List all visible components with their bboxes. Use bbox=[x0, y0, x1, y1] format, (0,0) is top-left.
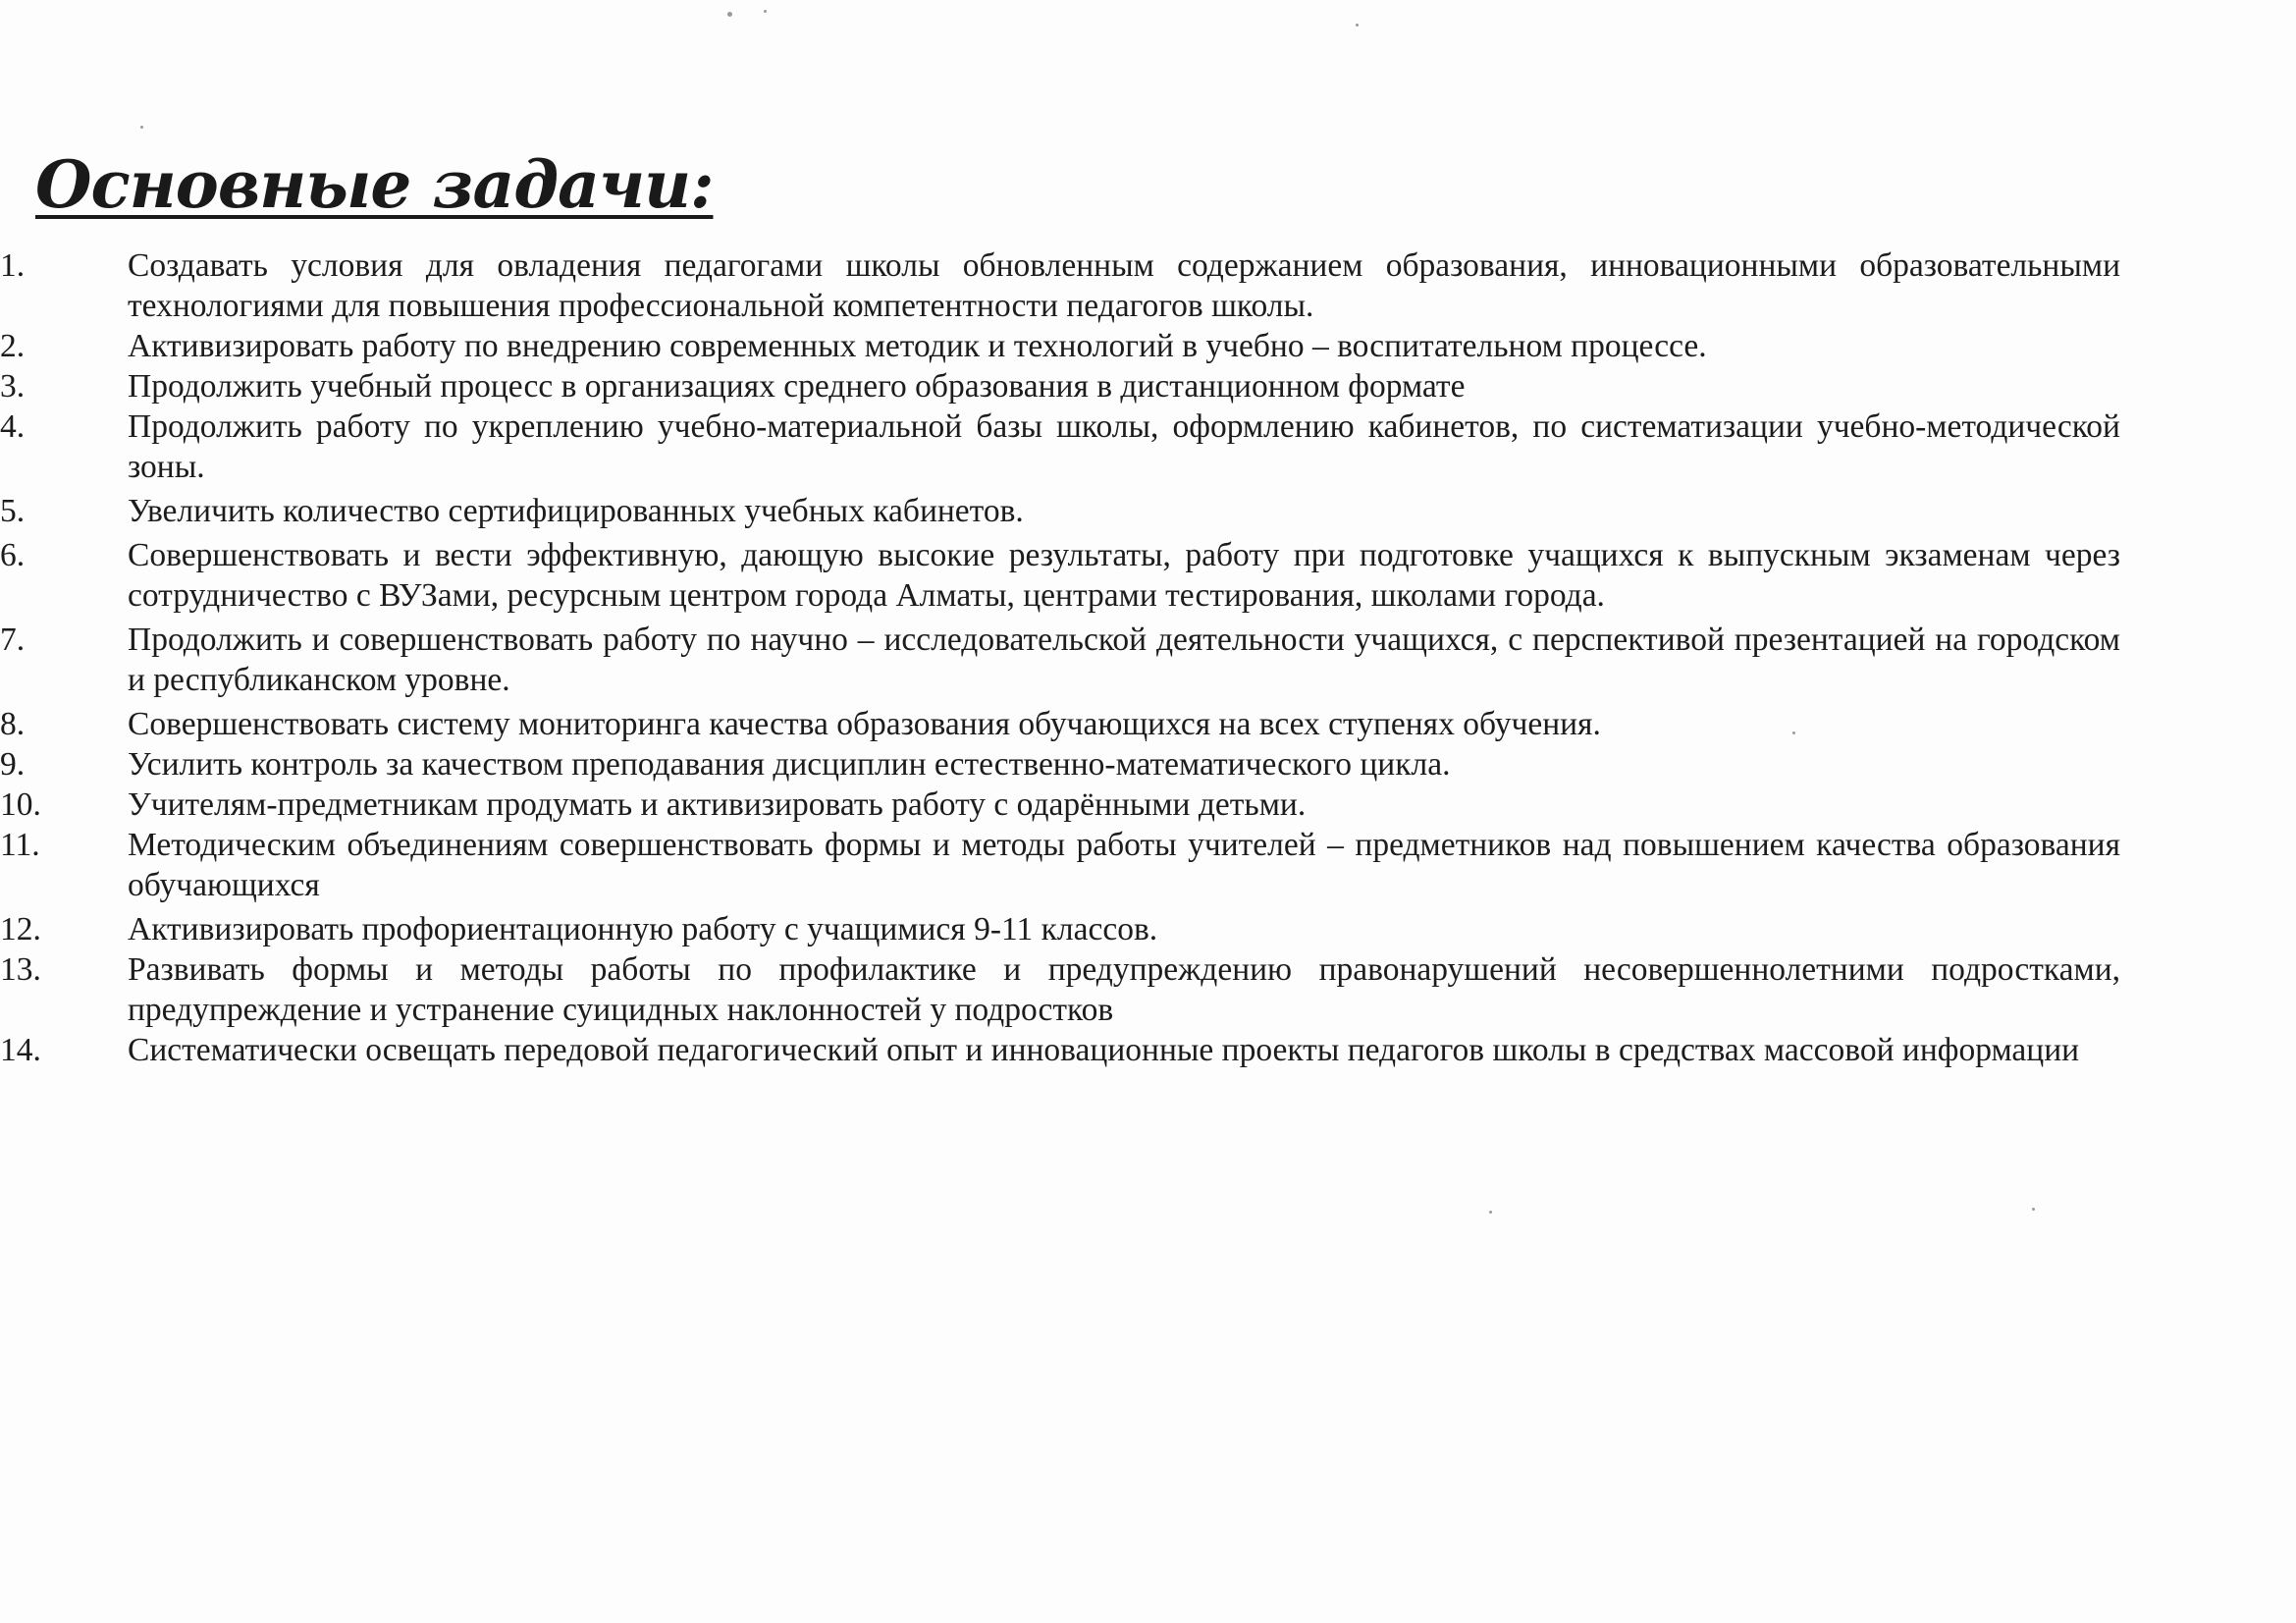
item-number: 14. bbox=[0, 1032, 41, 1068]
scan-speck bbox=[764, 10, 767, 13]
list-item bbox=[0, 366, 2120, 406]
item-text: Учителям-предметникам продумать и активизировать работу с одарёнными детьми. bbox=[128, 786, 1307, 823]
item-text: Продолжить работу по укреплению учебно-материальной базы школы, оформлению кабинетов, по систематизации учебно-методической зоны. bbox=[128, 408, 2120, 485]
scan-speck bbox=[140, 126, 143, 129]
list-item bbox=[0, 1030, 2120, 1070]
item-number: 9. bbox=[0, 746, 26, 783]
item-text: Увеличить количество сертифицированных учебных кабинетов. bbox=[128, 493, 1024, 529]
item-text: Создавать условия для овладения педагогами школы обновленным содержанием образования, инновационными образовательными технологиями для повышения профессиональной компетентности педагогов школы. bbox=[128, 247, 2120, 324]
scan-speck bbox=[1356, 24, 1359, 27]
item-number: 12. bbox=[0, 911, 41, 947]
item-text: Активизировать профориентационную работу с учащимися 9-11 классов. bbox=[128, 911, 1158, 947]
item-text: Продолжить учебный процесс в организациях среднего образования в дистанционном формате bbox=[128, 368, 1466, 405]
item-number: 7. bbox=[0, 622, 26, 658]
task-list bbox=[0, 245, 2296, 1070]
list-item bbox=[0, 909, 2120, 949]
item-number: 2. bbox=[0, 328, 26, 364]
list-item bbox=[0, 326, 2120, 366]
item-number: 1. bbox=[0, 247, 26, 284]
item-text: Совершенствовать и вести эффективную, дающую высокие результаты, работу при подготовке учащихся к выпускным экзаменам через сотрудничество с ВУЗами, ресурсным центром города Алматы, центрами тестирования, школами города. bbox=[128, 537, 2120, 614]
list-item bbox=[0, 535, 2120, 616]
list-item bbox=[0, 704, 2120, 744]
item-text: Совершенствовать систему мониторинга качества образования обучающихся на всех ступенях обучения. bbox=[128, 706, 1601, 742]
item-number: 4. bbox=[0, 408, 26, 445]
scan-speck bbox=[2032, 1208, 2035, 1211]
list-item bbox=[0, 620, 2120, 700]
list-item bbox=[0, 406, 2120, 487]
list-item bbox=[0, 245, 2120, 326]
item-number: 10. bbox=[0, 786, 41, 823]
item-number: 5. bbox=[0, 493, 26, 529]
item-text: Систематически освещать передовой педагогический опыт и инновационные проекты педагогов школы в средствах массовой информации bbox=[128, 1032, 2080, 1068]
page-title: Основные задачи: bbox=[35, 146, 714, 223]
list-item bbox=[0, 825, 2120, 905]
scan-speck bbox=[1792, 731, 1795, 734]
item-text: Продолжить и совершенствовать работу по научно – исследовательской деятельности учащихся, с перспективой презентацией на городском и республиканском уровне. bbox=[128, 622, 2120, 698]
item-text: Развивать формы и методы работы по профилактике и предупреждению правонарушений несовершеннолетними подростками, предупреждение и устранение суицидных наклонностей у подростков bbox=[128, 951, 2120, 1028]
item-number: 3. bbox=[0, 368, 26, 405]
scan-speck bbox=[727, 12, 732, 17]
item-number: 6. bbox=[0, 537, 26, 573]
list-item bbox=[0, 949, 2120, 1030]
list-item bbox=[0, 784, 2120, 825]
list-item bbox=[0, 491, 2120, 531]
item-text: Активизировать работу по внедрению современных методик и технологий в учебно – воспитательном процессе. bbox=[128, 328, 1707, 364]
item-number: 13. bbox=[0, 951, 41, 988]
item-text: Методическим объединениям совершенствовать формы и методы работы учителей – предметников над повышением качества образования обучающихся bbox=[128, 827, 2120, 903]
item-text: Усилить контроль за качеством преподавания дисциплин естественно-математического цикла. bbox=[128, 746, 1451, 783]
scan-speck bbox=[1489, 1211, 1492, 1214]
item-number: 11. bbox=[0, 827, 40, 863]
list-item bbox=[0, 744, 2120, 784]
item-number: 8. bbox=[0, 706, 26, 742]
